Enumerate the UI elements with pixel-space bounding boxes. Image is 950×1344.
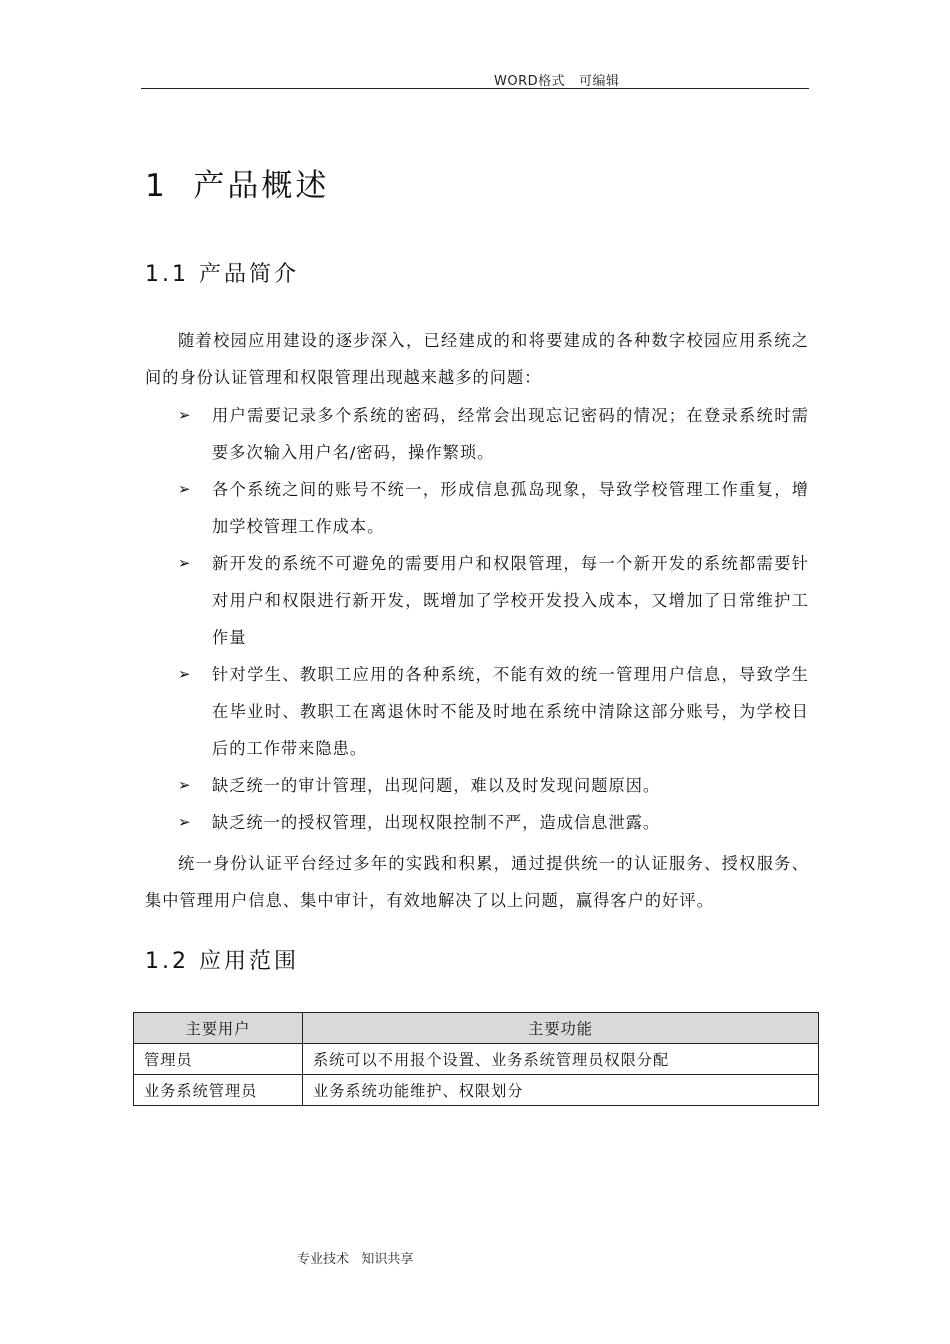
table-row bbox=[134, 1044, 819, 1075]
problem-list bbox=[145, 397, 809, 841]
list-item bbox=[145, 545, 809, 656]
list-item bbox=[145, 397, 809, 471]
list-item-text: 新开发的系统不可避免的需要用户和权限管理，每一个新开发的系统都需要针对用户和权限进行新开发，既增加了学校开发投入成本，又增加了日常维护工作量 bbox=[212, 554, 809, 647]
page-footer: 专业技术 知识共享 bbox=[297, 1252, 414, 1267]
table-header-row bbox=[134, 1013, 819, 1044]
scope-table bbox=[133, 1012, 819, 1106]
list-item-text: 各个系统之间的账号不统一，形成信息孤岛现象，导致学校管理工作重复，增加学校管理工作成本。 bbox=[212, 480, 809, 536]
list-item bbox=[145, 804, 809, 841]
list-item-text: 用户需要记录多个系统的密码，经常会出现忘记密码的情况；在登录系统时需要多次输入用户名/密码，操作繁琐。 bbox=[212, 406, 809, 462]
intro-paragraph: 随着校园应用建设的逐步深入，已经建成的和将要建成的各种数字校园应用系统之间的身份认证管理和权限管理出现越来越多的问题： bbox=[145, 331, 809, 387]
arrowhead-bullet-icon: ➢ bbox=[178, 554, 192, 572]
list-item bbox=[145, 656, 809, 767]
arrowhead-bullet-icon: ➢ bbox=[178, 813, 192, 831]
arrowhead-bullet-icon: ➢ bbox=[178, 665, 192, 683]
page-header: WORD格式 可编辑 bbox=[494, 74, 620, 89]
list-item-text: 缺乏统一的审计管理，出现问题，难以及时发现问题原因。 bbox=[212, 776, 661, 795]
chapter-heading: 1 产品概述 bbox=[145, 168, 330, 204]
table-header-cell: 主要功能 bbox=[303, 1013, 819, 1044]
arrowhead-bullet-icon: ➢ bbox=[178, 480, 192, 498]
table-cell: 业务系统管理员 bbox=[134, 1075, 303, 1106]
table-row bbox=[134, 1075, 819, 1106]
section-heading-intro: 1.1 产品简介 bbox=[145, 262, 299, 287]
arrowhead-bullet-icon: ➢ bbox=[178, 776, 192, 794]
list-item-text: 针对学生、教职工应用的各种系统，不能有效的统一管理用户信息，导致学生在毕业时、教职工在离退休时不能及时地在系统中清除这部分账号，为学校日后的工作带来隐患。 bbox=[212, 665, 809, 758]
list-item-text: 缺乏统一的授权管理，出现权限控制不严，造成信息泄露。 bbox=[212, 813, 661, 832]
table-header-cell: 主要用户 bbox=[134, 1013, 303, 1044]
table-cell: 管理员 bbox=[134, 1044, 303, 1075]
list-item bbox=[145, 767, 809, 804]
header-divider bbox=[141, 88, 809, 89]
closing-paragraph: 统一身份认证平台经过多年的实践和积累，通过提供统一的认证服务、授权服务、集中管理用户信息、集中审计，有效地解决了以上问题，赢得客户的好评。 bbox=[145, 854, 809, 910]
section-heading-scope: 1.2 应用范围 bbox=[145, 949, 299, 974]
table-cell: 业务系统功能维护、权限划分 bbox=[303, 1075, 819, 1106]
table-cell: 系统可以不用报个设置、业务系统管理员权限分配 bbox=[303, 1044, 819, 1075]
arrowhead-bullet-icon: ➢ bbox=[178, 406, 192, 424]
list-item bbox=[145, 471, 809, 545]
